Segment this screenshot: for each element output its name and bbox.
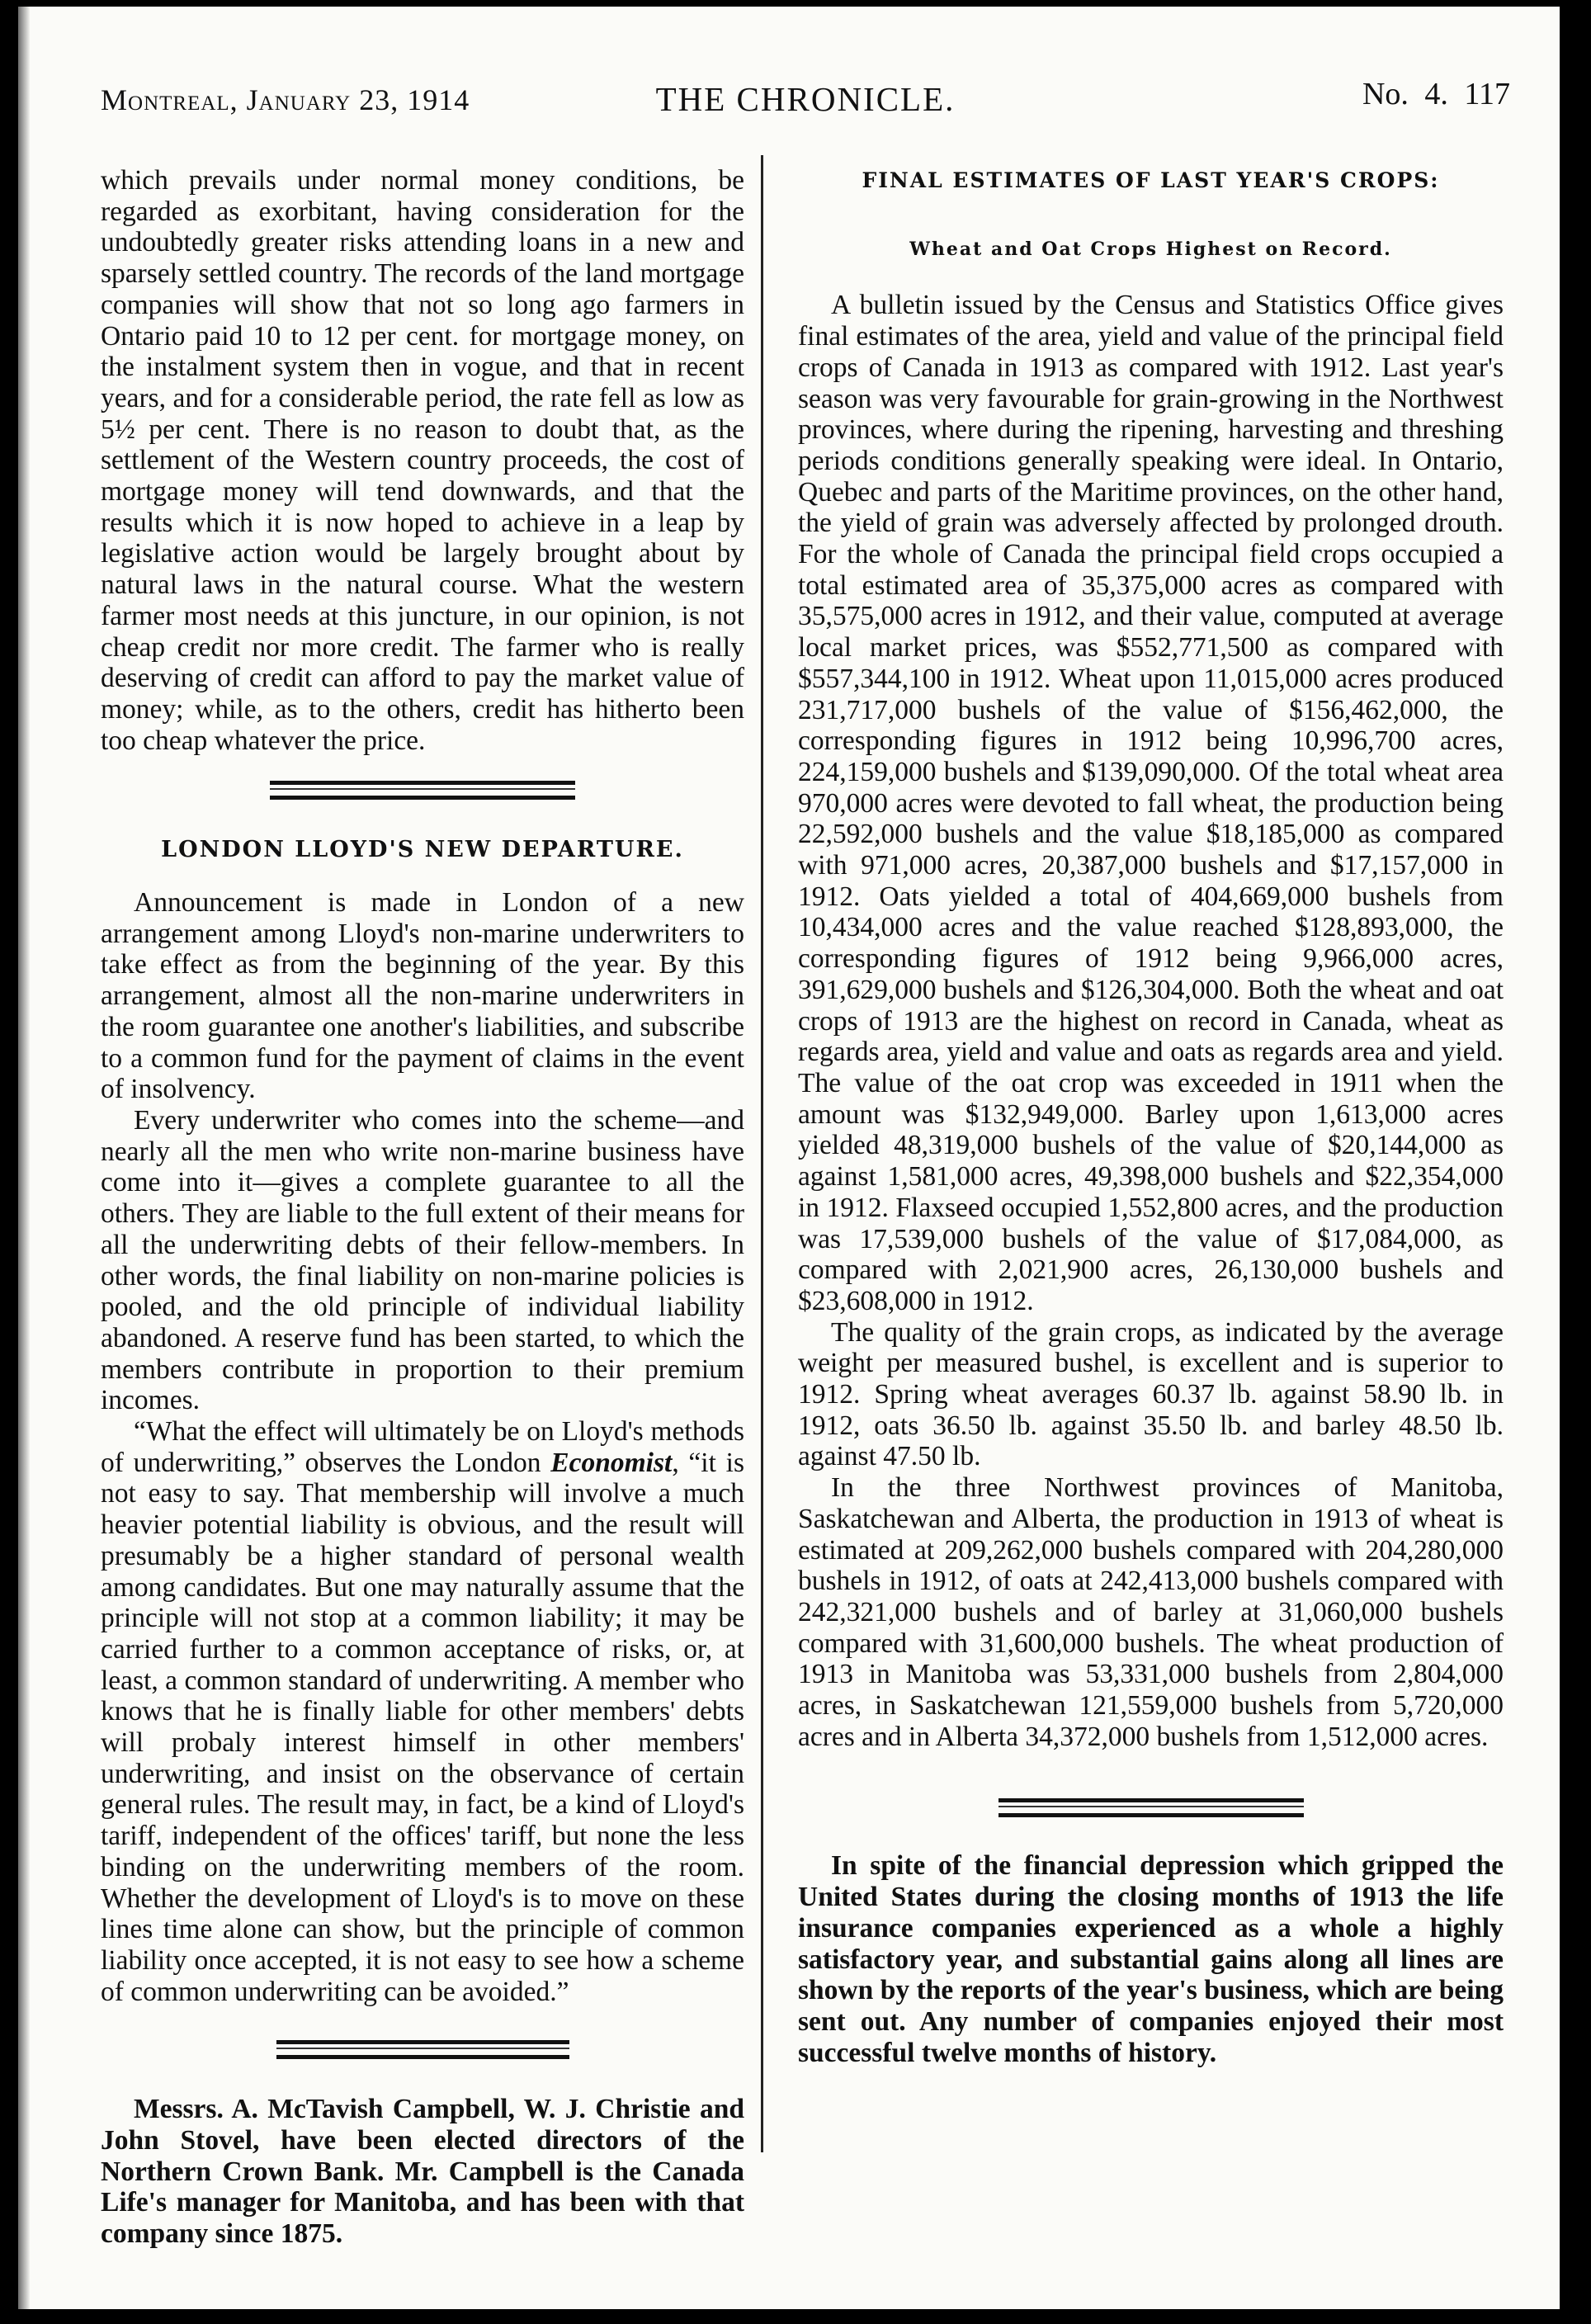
- newspaper-page: [18, 7, 1560, 2309]
- header-title: THE CHRONICLE.: [655, 80, 956, 118]
- lloyds-quote-rest: , “it is not easy to say. That membership will involve a much heavier potential liability is obvious, and the result will presumably be a higher standard of personal wealth among candidates. But one may naturally assume that the principle will not stop at a common liability; it may be carried further to a common acceptance of risks, or, at least, a common standard of underwriting. A member who knows that he is finally liable for other members' debts will probaly interest himself in other members' underwriting, and insist on the observance of certain general rules. The result may, in fact, be a kind of Lloyd's tariff, independent of the offices' tariff, but none the less binding on the underwriting members of the room. Whether the development of Lloyd's is to move on these lines time alone can show, but the principle of common liability once accepted, it is not easy to see how a scheme of common underwriting can be avoided.”: [101, 1447, 744, 2007]
- crops-paragraph-3: In the three Northwest provinces of Manitoba, Saskatchewan and Alberta, the production in 1913 of wheat is estimated at 209,262,000 bushels compared with 204,280,000 bushels in 1912, of oats at 242,413,000 bushels compared with 242,321,000 bushels and of barley at 31,060,000 bushels compared with 31,600,000 bushels. The wheat production of 1913 in Manitoba was 53,331,000 bushels from 2,804,000 acres, in Saskatchewan 121,559,000 bushels from 5,720,000 acres and in Alberta 34,372,000 bushels from 1,512,000 acres.: [798, 1472, 1504, 1752]
- section-divider: [276, 2040, 569, 2059]
- lloyds-paragraph-2: Every underwriter who comes into the scheme—and nearly all the men who write non-marine business have come into it—gives a complete guarantee to all the others. They are liable to the full extent of their means for all the underwriting debts of their fellow-members. In other words, the final liability on non-marine policies is pooled, and the old principle of individual liability abandoned. A reserve fund has been started, to which the members contribute in proportion to their premium incomes.: [101, 1104, 744, 1416]
- scan-shadow-edge: [18, 7, 30, 2309]
- page-header: [101, 76, 1510, 125]
- continued-paragraph: which prevails under normal money conditions, be regarded as exorbitant, having consideration for the undoubtedly greater risks attending loans in a new and sparsely settled country. The records of the land mortgage companies will show that not so long ago farmers in Ontario paid 10 to 12 per cent. for mortgage money, on the instalment system then in vogue, and that in recent years, and for a considerable period, the rate fell as low as 5½ per cent. There is no reason to doubt that, as the settlement of the Western country proceeds, the cost of mortgage money will tend downwards, and that the results which it is now hoped to achieve in a leap by legislative action would be largely brought about by natural laws in the natural course. What the western farmer most needs at this juncture, in our opinion, is not cheap credit nor more credit. The farmer who is really deserving of credit can afford to pay the market value of money; while, as to the others, credit has hitherto been too cheap whatever the price.: [101, 165, 744, 756]
- header-page-number: No. 4. 117: [1362, 77, 1510, 111]
- lloyds-heading: LONDON LLOYD'S NEW DEPARTURE.: [161, 837, 684, 863]
- right-column: [798, 165, 1504, 2068]
- economist-title: Economist: [550, 1447, 673, 1478]
- crops-subheading: Wheat and Oat Crops Highest on Record.: [909, 238, 1392, 260]
- section-divider: [999, 1798, 1304, 1817]
- section-divider: [270, 781, 575, 800]
- crops-heading: FINAL ESTIMATES OF LAST YEAR'S CROPS:: [862, 168, 1440, 192]
- crops-paragraph-1: A bulletin issued by the Census and Statistics Office gives final estimates of the area, yield and value of the principal field crops of Canada in 1913 as compared with 1912. Last year's season was very favourable for grain-growing in the Northwest provinces, where during the ripening, harvesting and threshing periods conditions generally speaking were ideal. In Ontario, Quebec and parts of the Maritime provinces, on the other hand, the yield of grain was adversely affected by prolonged drouth. For the whole of Canada the principal field crops occupied a total estimated area of 35,375,000 acres as compared with 35,575,000 acres in 1912, and their value, computed at average local market prices, was $552,771,500 as compared with $557,344,100 in 1912. Wheat upon 11,015,000 acres produced 231,717,000 bushels of the value of $156,462,000, the corresponding figures in 1912 being 10,996,700 acres, 224,159,000 bushels and $139,090,000. Of the total wheat area 970,000 acres were devoted to fall wheat, the production being 22,592,000 bushels and the value $18,185,000 as compared with 971,000 acres, 20,387,000 bushels and $17,157,000 in 1912. Oats yielded a total of 404,669,000 bushels from 10,434,000 acres and the value reached $128,893,000, the corresponding figures of 1912 being 9,966,000 acres, 391,629,000 bushels and $126,304,000. Both the wheat and oat crops of 1913 are the highest on record in Canada, wheat as regards area, yield and value and oats as regards area and yield. The value of the oat crop was exceeded in 1911 when the amount was $132,949,000. Barley upon 1,613,000 acres yielded 48,319,000 bushels of the value of $20,144,000 as against 1,581,000 acres, 49,398,000 bushels and $22,354,000 in 1912. Flaxseed occupied 1,552,800 acres, and the production was 17,539,000 bushels of the value of $17,084,000, as compared with 2,021,900 acres, 26,130,000 bushels and $23,608,000 in 1912.: [798, 290, 1504, 1316]
- left-column: [101, 165, 744, 2250]
- life-insurance-note: In spite of the financial depression which gripped the United States during the closing months of 1913 the life insurance companies experienced as a whole a highly satisfactory year, and substantial gains along all lines are shown by the reports of the year's business, which are being sent out. Any number of companies enjoyed their most successful twelve months of history.: [798, 1850, 1504, 2068]
- header-date: Montreal, January 23, 1914: [101, 83, 470, 116]
- lloyds-paragraph-1: Announcement is made in London of a new arrangement among Lloyd's non-marine underwriters to take effect as from the beginning of the year. By this arrangement, almost all the non-marine underwriters in the room guarantee one another's liabilities, and subscribe to a common fund for the payment of claims in the event of insolvency.: [101, 887, 744, 1105]
- column-divider-rule: [761, 155, 763, 2152]
- lloyds-quote-start: “What the effect will ultimately be on Lloyd's methods of underwriting,” observes the London: [101, 1416, 744, 1478]
- lloyds-paragraph-3: [101, 1416, 744, 2007]
- bank-directors-note: Messrs. A. McTavish Campbell, W. J. Christie and John Stovel, have been elected directors of the Northern Crown Bank. Mr. Campbell is the Canada Life's manager for Manitoba, and has been with that company since 1875.: [101, 2094, 744, 2250]
- crops-paragraph-2: The quality of the grain crops, as indicated by the average weight per measured bushel, is excellent and is superior to 1912. Spring wheat averages 60.37 lb. against 58.90 lb. in 1912, oats 36.50 lb. against 35.50 lb. and barley 48.50 lb. against 47.50 lb.: [798, 1316, 1504, 1472]
